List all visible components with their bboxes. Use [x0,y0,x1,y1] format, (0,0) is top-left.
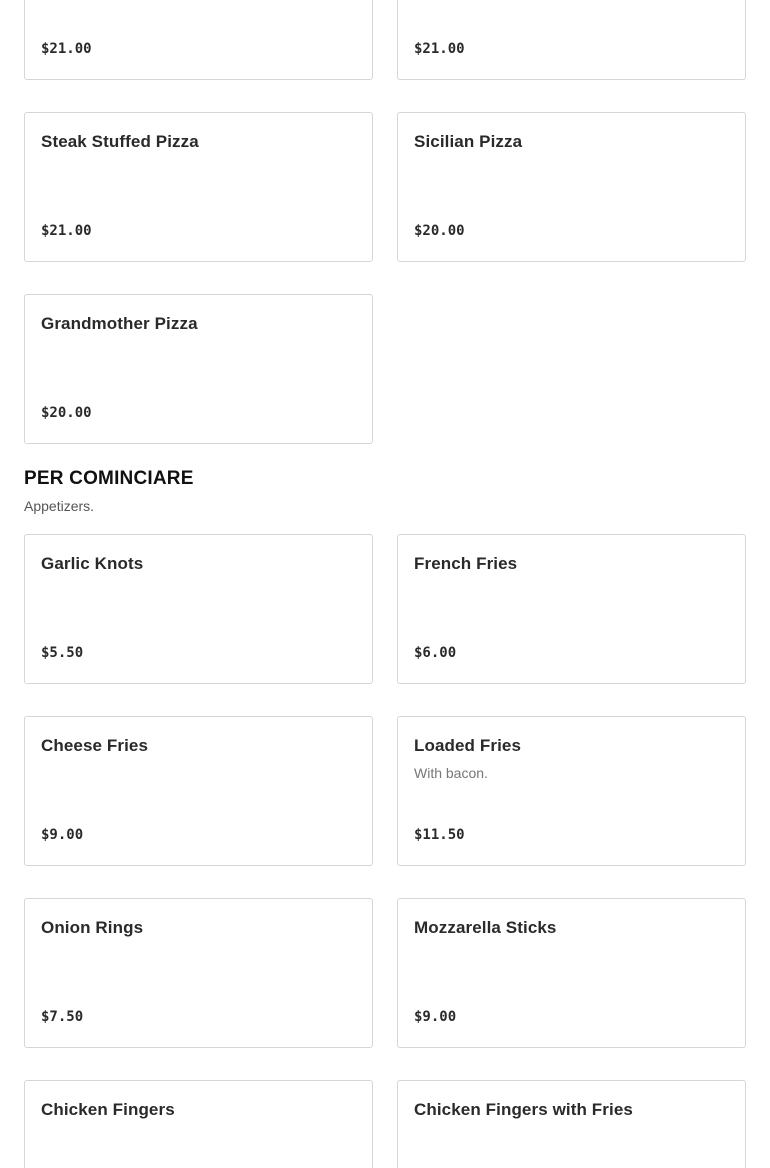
menu-item-price: $21.00 [41,223,92,239]
menu-item-card[interactable] [397,534,746,684]
menu-item-price: $20.00 [41,405,92,421]
menu-item-price: $9.00 [414,1009,457,1025]
menu-item-name: Cheese Fries [41,736,149,755]
menu-item-description: With bacon. [414,765,488,781]
menu-item-card[interactable] [24,1080,373,1168]
menu-item-name: Sicilian Pizza [414,132,523,151]
menu-item-card[interactable] [397,112,746,262]
menu-item-card[interactable] [397,1080,746,1168]
menu-item-name: Steak Stuffed Pizza [41,132,199,151]
menu-item-price: $20.00 [414,223,465,239]
menu-item-card[interactable] [24,898,373,1048]
menu-item-name: Mozzarella Sticks [414,918,557,937]
menu-item-name: Garlic Knots [41,554,144,573]
menu-item-price: $21.00 [41,41,92,57]
menu-item-card[interactable] [24,0,373,80]
menu-item-price: $21.00 [414,41,465,57]
menu-item-name: Chicken Fingers [41,1100,175,1119]
menu-item-name: French Fries [414,554,518,573]
menu-item-card[interactable] [24,112,373,262]
menu-item-price: $5.50 [41,645,84,661]
menu-item-card[interactable] [24,294,373,444]
section-subtitle: Appetizers. [24,498,95,514]
menu-item-price: $11.50 [414,827,465,843]
menu-item-card[interactable] [24,716,373,866]
menu-item-name: Loaded Fries [414,736,522,755]
section-title: PER COMINCIARE [24,468,194,489]
menu-item-price: $7.50 [41,1009,84,1025]
menu-item-price: $6.00 [414,645,457,661]
menu-item-name: Onion Rings [41,918,144,937]
menu-item-card[interactable] [24,534,373,684]
menu-item-name: Grandmother Pizza [41,314,198,333]
menu-item-name: Chicken Fingers with Fries [414,1100,633,1119]
menu-item-card[interactable] [397,898,746,1048]
menu-item-card[interactable] [397,0,746,80]
menu-item-card[interactable] [397,716,746,866]
menu-item-price: $9.00 [41,827,84,843]
